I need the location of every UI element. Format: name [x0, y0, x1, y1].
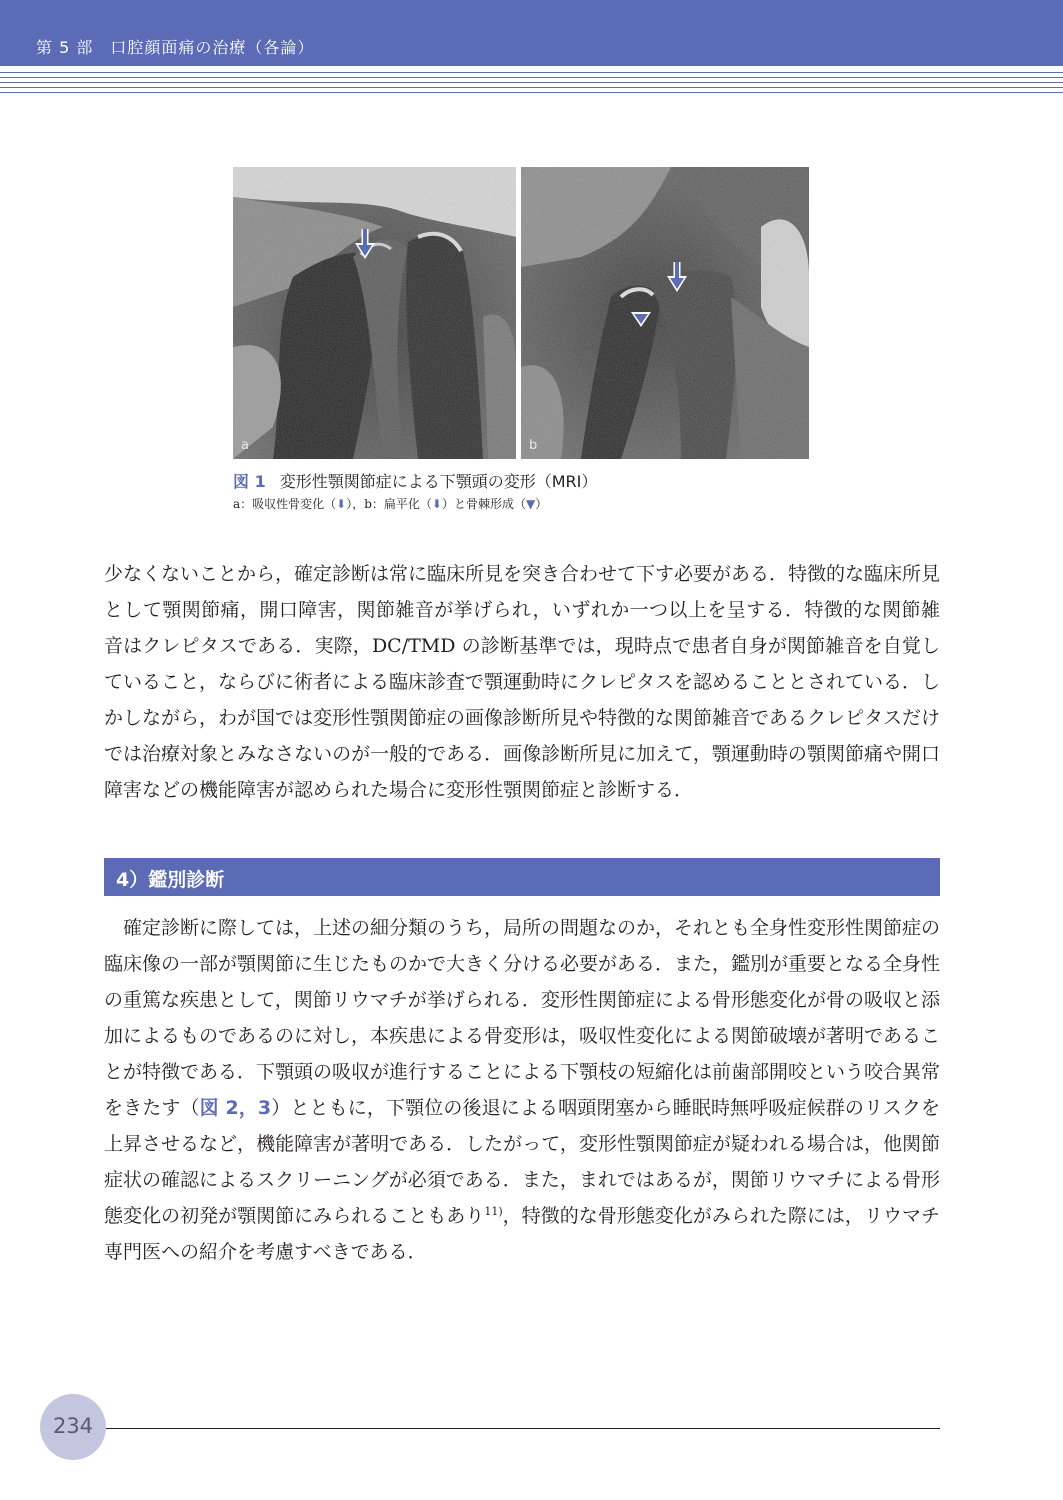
- citation-superscript: 11): [484, 1205, 503, 1218]
- caption-sub-text: ）: [535, 497, 548, 511]
- header-rule: [0, 92, 1063, 93]
- section-title: 4）鑑別診断: [116, 869, 225, 891]
- mri-image-a: [233, 167, 516, 459]
- page-number-badge: [40, 1394, 106, 1460]
- figure-caption-subtext: [233, 495, 547, 512]
- down-arrow-icon: ⬇: [431, 497, 442, 511]
- figure-caption-text: 変形性顎関節症による下顎頭の変形（MRI）: [279, 472, 598, 491]
- caption-sub-text: ），b：扁平化（: [346, 497, 432, 511]
- paragraph-text: 確定診断に際しては，上述の細分類のうち，局所の問題なのか，それとも全身性変形性関節症の臨床像の一部が顎関節に生じたものかで大きく分ける必要がある．また，鑑別が重要となる全身性の重篤な疾患として，関節リウマチが挙げられる．変形性関節症による骨形態変化が骨の吸収と添加によるものであるのに対し，本疾患による骨変形は，吸収性変化による関節破壊が著明であることが特徴である．下顎頭の吸収が進行することによる下顎枝の短縮化は前歯部開咬という咬合異常をきたす（: [104, 917, 941, 1119]
- footer-rule: [106, 1428, 940, 1429]
- figure-caption-title: [233, 469, 597, 492]
- section-heading-bar: [104, 858, 940, 896]
- header-bar: [0, 0, 1063, 66]
- panel-label-a: a: [241, 438, 249, 453]
- mri-panel-a: [233, 167, 516, 459]
- paragraph-text: ）とともに，下顎位の後退による咽頭閉塞から睡眠時無呼吸症候群のリスクを上昇させるなど，機能障害が著明である．したがって，変形性顎関節症が疑われる場合は，他関節症状の確認によるスクリーニングが必須である．また，まれではあるが，関節リウマチによる骨形態変化の初発が顎関節にみられることもあり: [104, 1097, 940, 1227]
- panel-label-b: b: [529, 438, 538, 453]
- header-rule: [0, 82, 1063, 83]
- figure-number: 図 1: [233, 472, 266, 491]
- header-title: 第 5 部 口腔顔面痛の治療（各論）: [36, 38, 315, 57]
- figure-1: [233, 167, 809, 459]
- page-number: 234: [52, 1414, 94, 1438]
- figure-reference-link[interactable]: 図 2，3: [199, 1097, 272, 1119]
- caption-sub-text: a：吸収性骨変化（: [233, 497, 337, 511]
- mri-image-b: [521, 167, 809, 459]
- caption-sub-text: ）と骨棘形成（: [441, 497, 526, 511]
- body-paragraph-1: 少なくないことから，確定診断は常に臨床所見を突き合わせて下す必要がある．特徴的な臨床所見として顎関節痛，開口障害，関節雑音が挙げられ，いずれか一つ以上を呈する．特徴的な関節雑音はクレピタスである．実際，DC/TMD の診断基準では，現時点で患者自身が関節雑音を自覚していること，ならびに術者による臨床診査で顎運動時にクレピタスを認めることとされている．しかしながら，わが国では変形性顎関節症の画像診断所見や特徴的な関節雑音であるクレピタスだけでは治療対象とみなさないのが一般的である．画像診断所見に加えて，顎運動時の顎関節痛や開口障害などの機能障害が認められた場合に変形性顎関節症と診断する．: [104, 563, 941, 801]
- header-rule: [0, 77, 1063, 78]
- body-paragraph-2: [104, 910, 940, 1270]
- down-triangle-icon: ▼: [525, 497, 536, 511]
- paragraph-text: ，特徴的な骨形態変化がみられた際には，リウマチ専門医への紹介を考慮すべきである．: [104, 1205, 940, 1263]
- mri-panel-b: [521, 167, 809, 459]
- header-rule: [0, 87, 1063, 88]
- header-rule: [0, 72, 1063, 73]
- down-arrow-icon: ⬇: [336, 497, 347, 511]
